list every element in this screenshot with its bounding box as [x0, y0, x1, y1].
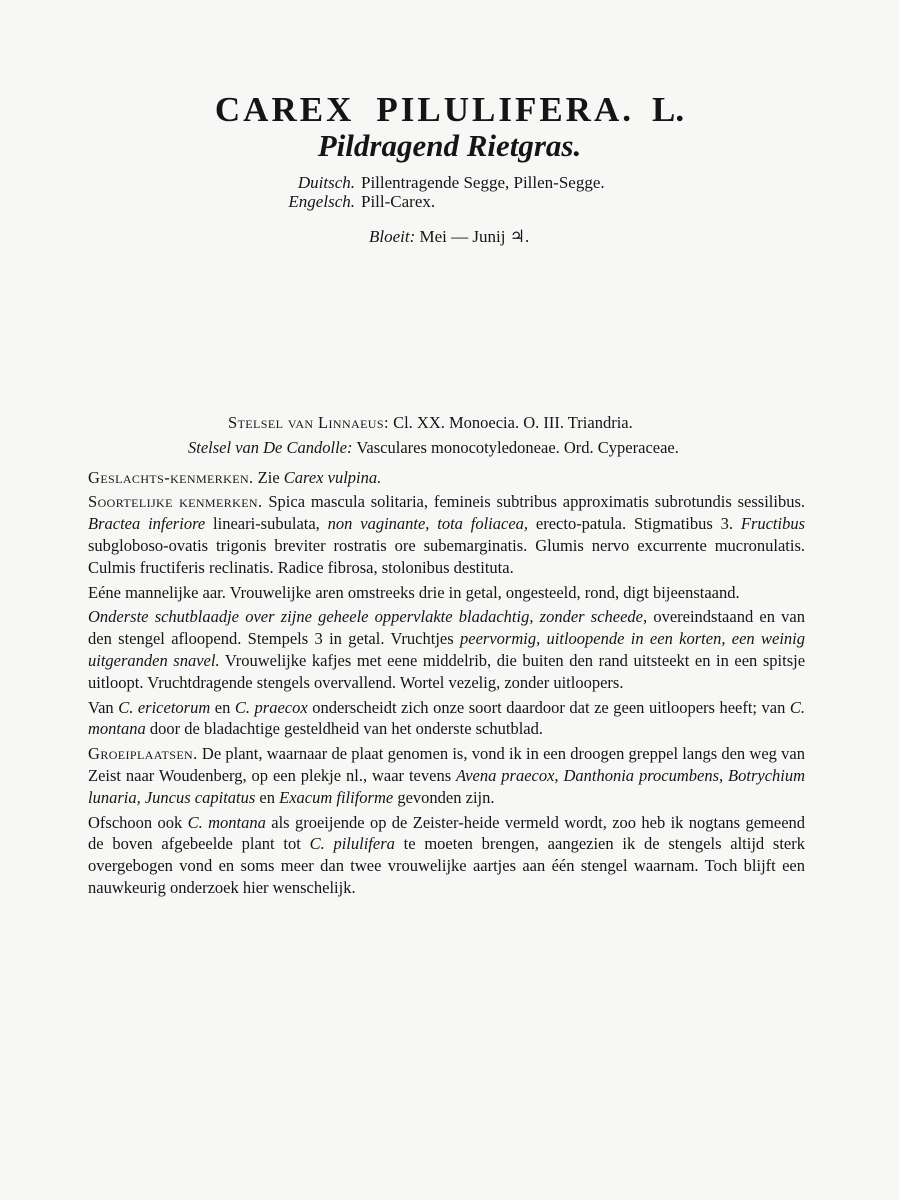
habitat-text: gevonden zijn. [397, 787, 495, 807]
habitat-text: De plant, waarnaar de plaat genomen is, vond ik in een droogen greppel langs den weg van Zeist naar Woudenberg, op een plekje nl., waar tevens [88, 744, 805, 785]
language-label: Duitsch. [297, 173, 355, 192]
flowering-label: Bloeit: [369, 227, 416, 246]
species-italic: non vaginante, tota foliacea, [327, 514, 529, 534]
paragraph-remarks [88, 812, 805, 899]
paragraph-spikes [88, 582, 805, 604]
paragraph-text: Ofschoon ook [88, 812, 183, 832]
paragraph-text: Van [88, 697, 114, 717]
linnaeus-system [228, 412, 805, 434]
species-text: subgloboso-ovatis trigonis breviter rostratis ore subemarginatis. Glumis nervo excurrente mucronulatis. Culmis fructiferis reclinatis. Radice fibrosa, stolonibus destituta. [88, 535, 805, 577]
habitat [88, 743, 805, 808]
species-italic: Fructibus [740, 514, 806, 534]
paragraph-italic: C. praecox [234, 697, 308, 717]
flowering-period [369, 227, 529, 247]
common-names [283, 173, 605, 211]
paragraph-italic: Onderste schutblaadje over zijne geheele oppervlakte bladachtig, zonder scheede, [88, 607, 648, 627]
paragraph-text: onderscheidt zich onze soort daardoor dat ze geen uitloopers heeft; van [312, 697, 786, 717]
species-text: lineari-subulata, [213, 514, 320, 534]
paragraph-bracts [88, 606, 805, 693]
paragraph-text: te moeten brengen, aangezien ik de stengels altijd sterk overgebogen vond en soms meer dan twee vrouwelijke aartjes aan één stengel waarnam. Toch blijft een nauwkeurig onderzoek hier wenschelijk. [88, 834, 805, 897]
title-author: L. [651, 90, 685, 129]
genus-characters [88, 467, 805, 489]
common-name: Pill-Carex. [361, 192, 436, 211]
linnaeus-text: Cl. XX. Monoecia. O. III. Triandria. [393, 413, 633, 432]
species-italic: Bractea inferiore [88, 514, 206, 534]
page-title [0, 90, 899, 130]
species-characters-label: Soortelijke kenmerken. [88, 492, 263, 512]
candolle-system [188, 437, 805, 459]
paragraph-text: overeindstaand en van den stengel afloopend. Stempels 3 in getal. Vruchtjes [88, 607, 806, 649]
paragraph-text: Vrouwelijke kafjes met eene middelrib, die buiten den rand uitsteekt en in een spitsje uitloopt. Vruchtdragende stengels overvallend. Wortel vezelig, zonder uitloopers. [88, 650, 806, 692]
linnaeus-label: Stelsel van Linnaeus: [228, 413, 389, 432]
title-species: PILULIFERA. [376, 90, 634, 129]
language-label: Engelsch. [288, 192, 355, 211]
title-genus: CAREX [214, 90, 355, 129]
habitat-label: Groeiplaatsen. [88, 744, 198, 764]
species-characters [88, 491, 805, 578]
habitat-text: en [259, 787, 275, 807]
paragraph-italic: C. montana [88, 697, 806, 739]
candolle-label: Stelsel van De Candolle: [188, 437, 353, 457]
paragraph-text: als groeijende op de Zeister-heide vermeld wordt, zoo heb ik nogtans gemeend de boven afgebeelde plant tot [88, 812, 806, 854]
genus-characters-label: Geslachts-kenmerken. [88, 467, 254, 487]
common-name: Pillentragende Segge, Pillen-Segge. [361, 173, 605, 192]
paragraph-comparison [88, 697, 805, 741]
common-name-row [283, 173, 605, 192]
paragraph-text: en [214, 697, 231, 717]
paragraph-text: door de bladachtige gesteldheid van het onderste schutblad. [149, 719, 543, 739]
habitat-italic: Avena praecox, Danthonia procumbens, Botrychium lunaria, Juncus capitatus [88, 765, 806, 807]
paragraph-italic: C. pilulifera [309, 834, 395, 854]
common-name-row [283, 192, 605, 211]
genus-characters-text: Zie [257, 467, 280, 487]
species-text: Spica mascula solitaria, femineis subtribus approximatis subrotundis sessilibus. [268, 492, 805, 512]
paragraph-italic: C. ericetorum [118, 697, 211, 717]
paragraph-italic: peervormig, uitloopende in een korten, een weinig uitgeranden snavel. [88, 629, 806, 670]
paragraph-text: Eéne mannelijke aar. Vrouwelijke aren omstreeks drie in getal, ongesteeld, rond, digt bijeenstaand. [88, 582, 740, 602]
dutch-name: Pildragend Rietgras. [317, 128, 582, 163]
habitat-italic: Exacum filiforme [279, 787, 394, 807]
candolle-text: Vasculares monocotyledoneae. Ord. Cyperaceae. [356, 437, 679, 457]
description-body [88, 412, 805, 902]
flowering-value: Mei — Junij ♃. [419, 227, 530, 246]
genus-characters-ref: Carex vulpina. [283, 467, 382, 487]
paragraph-italic: C. montana [187, 812, 266, 832]
species-text: erecto-patula. Stigmatibus 3. [535, 514, 734, 534]
